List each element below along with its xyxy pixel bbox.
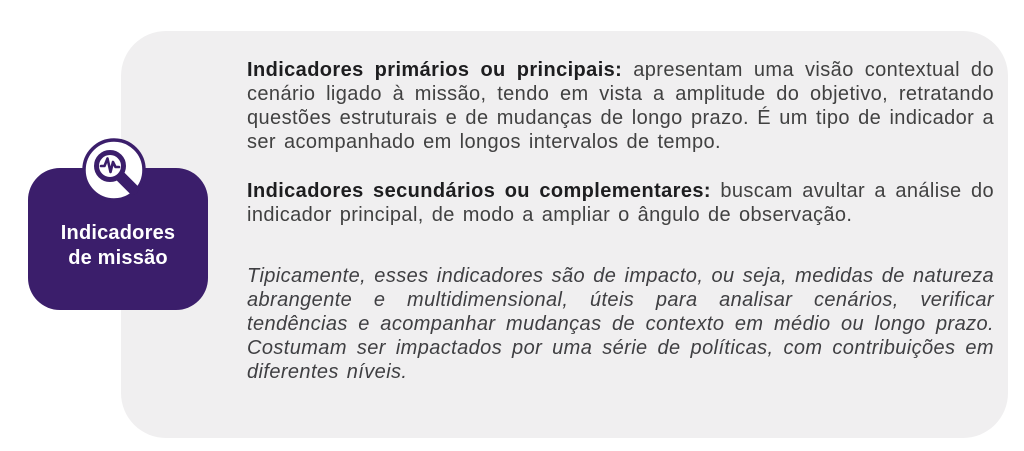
text-column [247, 58, 994, 384]
paragraph-body: Tipicamente, esses indicadores são de impacto, ou seja, medidas de natureza abrangente e multidimensional, úteis para analisar cenários, verificar tendências e acompanhar mudanças de contexto em médio ou longo prazo. Costumam ser impactados por uma série de políticas, com contribuições em diferentes níveis. [247, 265, 994, 383]
info-card [121, 31, 1008, 438]
paragraph-secondary-indicators [247, 179, 994, 227]
badge-label [61, 221, 175, 271]
badge-label-line2: de missão [68, 247, 168, 269]
badge-label-line1: Indicadores [60, 222, 176, 244]
paragraph-primary-indicators [247, 58, 994, 154]
paragraph-lead: Indicadores primários ou principais: [247, 59, 623, 81]
paragraph-body: buscam avultar a análise do indicador principal, de modo a ampliar o ângulo de observação. [247, 180, 994, 226]
paragraph-body: apresentam uma visão contextual do cenário ligado à missão, tendo em vista a amplitude do objetivo, retratando questões estruturais e de mudanças de longo prazo. É um tipo de indicador a ser acompanhado em longos intervalos de tempo. [247, 59, 994, 153]
paragraph-impact-note [247, 264, 994, 384]
magnifier-pulse-icon-svg [82, 138, 146, 202]
magnifier-pulse-icon [82, 138, 146, 202]
paragraph-lead: Indicadores secundários ou complementares: [247, 180, 711, 202]
